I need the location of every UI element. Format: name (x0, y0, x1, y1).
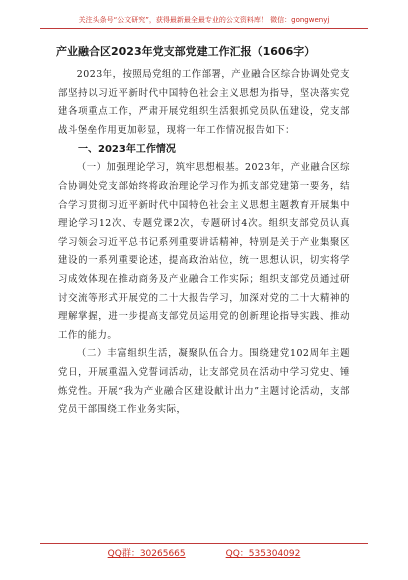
document-body (58, 44, 350, 420)
footer-qq-number[interactable]: QQ：535304092 (225, 549, 301, 559)
paragraph-organization-life: （二）丰富组织生活，凝聚队伍合力。围绕建党102周年主题党日，开展重温入党誓词活动，让支部党员在活动中学习党史、锤炼党性。开展“我为产业融合区建设献计出力”主题讨论活动，支部党员干部围绕工作业务实际， (58, 348, 350, 416)
intro-paragraph: 2023年，按照局党组的工作部署，产业融合区综合协调处党支部坚持以习近平新时代中国特色社会主义思想为指导，坚决落实党建各项重点工作，严肃开展党组织生活狠抓党员队伍建设，党支部战斗堡垒作用更加彰显，现将一年工作情况报告如下： (58, 69, 350, 136)
footer-contacts (40, 543, 368, 559)
header-banner: 关注头条号“公文研究”，获得最新最全最专业的公文资料库！ 微信：gongwenyj (40, 15, 368, 29)
paragraph-theory-study: （一）加强理论学习，筑牢思想根基。2023年，产业融合区综合协调处党支部始终将政治理论学习作为抓支部党建第一要务，结合学习贯彻习近平新时代中国特色社会主义思想主题教育开展集中理论学习12次、专题党课2次，专题研讨4次。组织支部党员认真学习领会习近平总书记系列重要讲话精神，特别是关于产业集聚区建设的一系列重要论述，提高政治站位，统一思想认识，切实将学习成效体现在推动商务及产业融合工作实际；组织支部党员通过研讨交流等形式开展党的二十大报告学习，加深对党的二十大精神的理解掌握，进一步提高支部党员运用党的创新理论指导实践、推动工作的能力。 (58, 162, 350, 341)
document-title: 产业融合区2023年党支部党建工作汇报（1606字） (56, 45, 316, 58)
footer-qq-group[interactable]: QQ群：30265665 (107, 549, 186, 559)
section-heading: 一、2023年工作情况 (78, 144, 176, 156)
